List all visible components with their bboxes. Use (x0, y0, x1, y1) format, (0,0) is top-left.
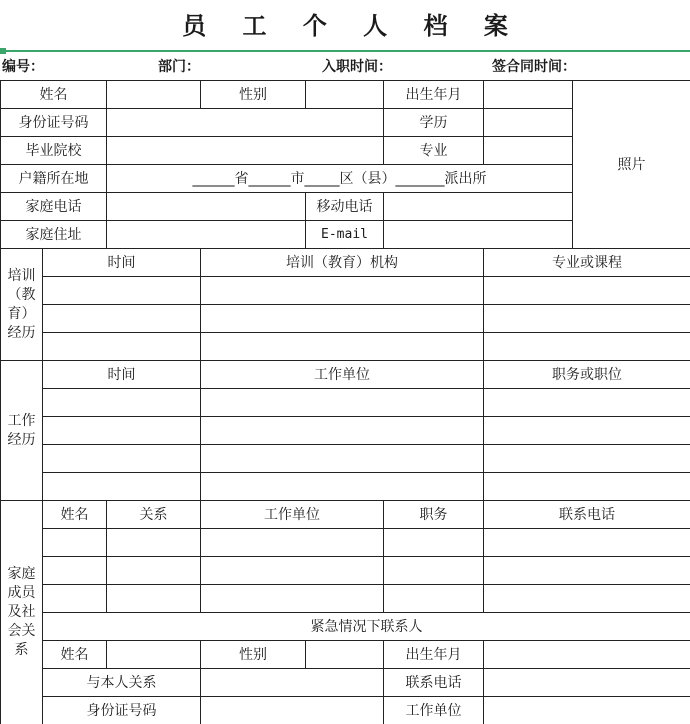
family-name-cell[interactable] (43, 557, 107, 585)
emergency-phone-cell[interactable] (484, 669, 690, 697)
employee-profile-form (0, 80, 690, 724)
emergency-name-label: 姓名 (43, 641, 107, 669)
family-duty-cell[interactable] (384, 557, 484, 585)
training-time-cell[interactable] (43, 277, 201, 305)
major-label: 专业 (384, 137, 484, 165)
family-phone-header: 联系电话 (484, 501, 690, 529)
family-company-header: 工作单位 (201, 501, 384, 529)
photo-cell[interactable]: 照片 (573, 81, 690, 249)
family-duty-header: 职务 (384, 501, 484, 529)
work-company-cell[interactable] (201, 417, 484, 445)
work-position-cell[interactable] (484, 417, 690, 445)
training-institution-cell[interactable] (201, 333, 484, 361)
birth-value-cell[interactable] (484, 81, 573, 109)
school-label: 毕业院校 (1, 137, 107, 165)
id-number-label: 身份证号码 (1, 109, 107, 137)
work-position-header: 职务或职位 (484, 361, 690, 389)
household-template-cell[interactable]: ______省______市_____区（县）_______派出所 (107, 165, 573, 193)
family-phone-cell[interactable] (484, 585, 690, 613)
work-company-cell[interactable] (201, 445, 484, 473)
page-title: 员 工 个 人 档 案 (182, 12, 522, 40)
work-time-cell[interactable] (43, 445, 201, 473)
training-course-cell[interactable] (484, 333, 690, 361)
birth-label: 出生年月 (384, 81, 484, 109)
family-relation-cell[interactable] (107, 585, 201, 613)
work-position-cell[interactable] (484, 389, 690, 417)
work-section-label: 工作经历 (1, 361, 43, 501)
family-duty-cell[interactable] (384, 529, 484, 557)
family-name-cell[interactable] (43, 529, 107, 557)
training-time-header: 时间 (43, 249, 201, 277)
work-company-cell[interactable] (201, 473, 484, 501)
family-section-label: 家庭成员及社会关系 (1, 501, 43, 724)
emergency-phone-label: 联系电话 (384, 669, 484, 697)
work-time-header: 时间 (43, 361, 201, 389)
work-position-cell[interactable] (484, 473, 690, 501)
major-value-cell[interactable] (484, 137, 573, 165)
education-value-cell[interactable] (484, 109, 573, 137)
mobile-value-cell[interactable] (384, 193, 573, 221)
employee-number-label: 编号： (2, 59, 44, 75)
work-time-cell[interactable] (43, 417, 201, 445)
name-value-cell[interactable] (107, 81, 201, 109)
training-time-cell[interactable] (43, 333, 201, 361)
emergency-company-label: 工作单位 (384, 697, 484, 724)
email-value-cell[interactable] (384, 221, 573, 249)
hire-date-label: 入职时间： (322, 59, 392, 75)
work-time-cell[interactable] (43, 389, 201, 417)
education-label: 学历 (384, 109, 484, 137)
email-label: E-mail (306, 221, 384, 249)
emergency-company-cell[interactable] (484, 697, 690, 724)
contract-date-label: 签合同时间： (492, 59, 576, 75)
emergency-id-number-cell[interactable] (201, 697, 384, 724)
training-course-cell[interactable] (484, 305, 690, 333)
work-position-cell[interactable] (484, 445, 690, 473)
family-name-cell[interactable] (43, 585, 107, 613)
training-institution-header: 培训（教育）机构 (201, 249, 484, 277)
household-label: 户籍所在地 (1, 165, 107, 193)
title-divider (0, 50, 690, 52)
family-relation-cell[interactable] (107, 529, 201, 557)
home-phone-label: 家庭电话 (1, 193, 107, 221)
family-name-header: 姓名 (43, 501, 107, 529)
work-company-header: 工作单位 (201, 361, 484, 389)
emergency-gender-label: 性别 (201, 641, 306, 669)
emergency-birth-cell[interactable] (484, 641, 690, 669)
mobile-label: 移动电话 (306, 193, 384, 221)
family-relation-cell[interactable] (107, 557, 201, 585)
school-value-cell[interactable] (107, 137, 384, 165)
home-address-label: 家庭住址 (1, 221, 107, 249)
work-company-cell[interactable] (201, 389, 484, 417)
training-course-header: 专业或课程 (484, 249, 690, 277)
work-time-cell[interactable] (43, 473, 201, 501)
emergency-contact-heading: 紧急情况下联系人 (43, 613, 690, 641)
gender-value-cell[interactable] (306, 81, 384, 109)
department-label: 部门： (158, 59, 200, 75)
training-course-cell[interactable] (484, 277, 690, 305)
emergency-gender-cell[interactable] (306, 641, 384, 669)
family-relation-header: 关系 (107, 501, 201, 529)
home-phone-value-cell[interactable] (107, 193, 306, 221)
gender-label: 性别 (201, 81, 306, 109)
emergency-id-number-label: 身份证号码 (43, 697, 201, 724)
home-address-value-cell[interactable] (107, 221, 306, 249)
emergency-relation-cell[interactable] (201, 669, 384, 697)
family-company-cell[interactable] (201, 557, 384, 585)
emergency-birth-label: 出生年月 (384, 641, 484, 669)
emergency-name-cell[interactable] (107, 641, 201, 669)
training-institution-cell[interactable] (201, 305, 484, 333)
family-phone-cell[interactable] (484, 529, 690, 557)
training-time-cell[interactable] (43, 305, 201, 333)
training-section-label: 培训（教育）经历 (1, 249, 43, 361)
family-duty-cell[interactable] (384, 585, 484, 613)
id-number-value-cell[interactable] (107, 109, 384, 137)
family-phone-cell[interactable] (484, 557, 690, 585)
family-company-cell[interactable] (201, 585, 384, 613)
family-company-cell[interactable] (201, 529, 384, 557)
name-label: 姓名 (1, 81, 107, 109)
training-institution-cell[interactable] (201, 277, 484, 305)
emergency-relation-label: 与本人关系 (43, 669, 201, 697)
